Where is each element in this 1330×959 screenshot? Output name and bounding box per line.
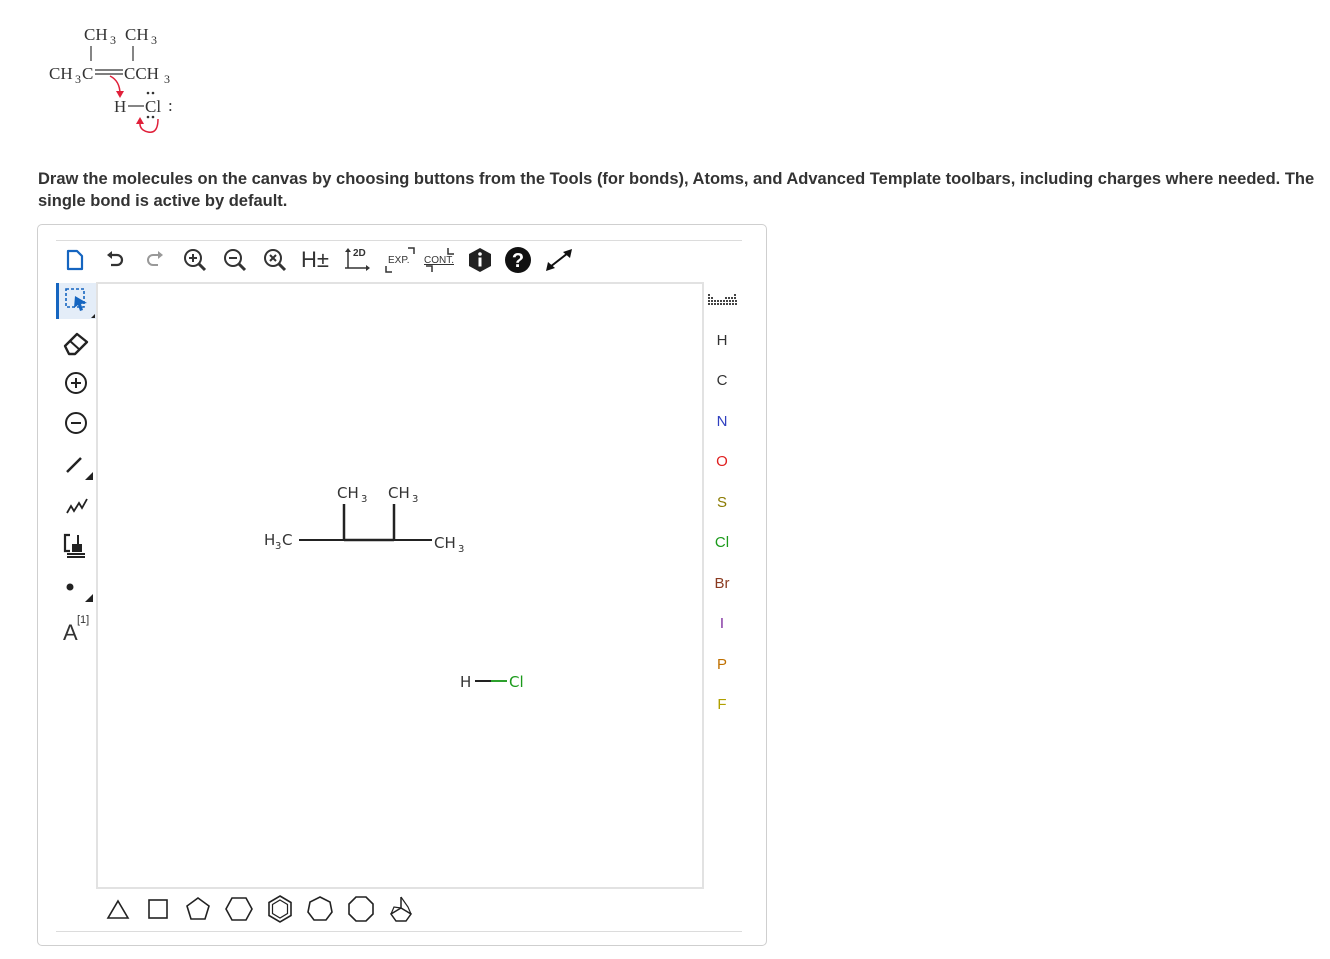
atom-i-button[interactable] — [702, 610, 742, 638]
atom-c-button[interactable] — [702, 367, 742, 395]
atom-symbol: I — [719, 615, 725, 632]
help-button[interactable] — [502, 244, 534, 276]
hcl-lone-pair: : — [168, 96, 173, 115]
molecule-dimethylbutene[interactable] — [264, 484, 464, 555]
atom-symbol: F — [717, 696, 727, 713]
negative-charge-tool[interactable] — [56, 405, 96, 441]
cycloheptane-icon — [305, 894, 335, 924]
eraser-tool[interactable] — [56, 325, 96, 361]
left-group-label: CH — [49, 64, 73, 83]
cyclooctane-template[interactable] — [343, 892, 379, 926]
new-document-icon — [63, 248, 87, 272]
radical-tool[interactable] — [56, 569, 96, 605]
methyl-left-h[interactable]: H — [264, 531, 276, 549]
alkene-c2-label: CCH — [124, 64, 159, 83]
clean-2d-button[interactable] — [341, 244, 373, 276]
bicyclic-template[interactable] — [383, 892, 419, 926]
atom-br-button[interactable] — [702, 570, 742, 598]
hcl-cl-label[interactable]: Cl — [509, 673, 524, 691]
expand-button[interactable] — [381, 244, 419, 276]
cyclopropane-template[interactable] — [100, 892, 136, 926]
bicyclic-icon — [386, 894, 416, 924]
methyl-top-left-label[interactable]: CH — [337, 484, 359, 502]
lone-pair-dot — [152, 92, 155, 95]
cyclopropane-icon — [105, 896, 131, 922]
bracket-icon — [59, 530, 93, 560]
help-icon — [504, 246, 532, 274]
reaction-image — [44, 18, 194, 143]
cyclopentane-template[interactable] — [180, 892, 216, 926]
methyl-left-c[interactable]: C — [282, 531, 293, 549]
svg-text:?: ? — [511, 250, 525, 272]
curved-arrow-2 — [140, 119, 158, 132]
atom-cl-button[interactable] — [702, 529, 742, 557]
atom-symbol: P — [716, 656, 727, 673]
info-icon — [467, 247, 493, 273]
contract-label: CONT. — [424, 255, 454, 266]
hcl-chlorine: Cl — [145, 97, 162, 116]
zoom-out-icon — [222, 247, 248, 273]
zoom-in-button[interactable] — [179, 244, 211, 276]
redo-icon — [143, 248, 167, 272]
subscript: 3 — [275, 541, 282, 552]
contract-button[interactable] — [421, 244, 459, 276]
zoom-in-icon — [182, 247, 208, 273]
atom-label-icon — [59, 612, 93, 645]
bracket-tool[interactable] — [56, 527, 96, 563]
positive-charge-icon — [63, 370, 89, 396]
radical-icon — [59, 572, 93, 602]
lone-pair-dot — [147, 116, 150, 119]
lone-pair-dot — [152, 116, 155, 119]
positive-charge-tool[interactable] — [56, 365, 96, 401]
cyclobutane-template[interactable] — [140, 892, 176, 926]
explicit-hydrogens-icon: H± — [301, 247, 329, 272]
atom-n-button[interactable] — [702, 408, 742, 436]
atom-symbol: S — [716, 494, 727, 511]
atom-symbol: Cl — [714, 534, 730, 551]
curved-arrow-2-head — [136, 117, 144, 124]
fullscreen-button[interactable] — [543, 244, 575, 276]
atom-label-sup: [1] — [77, 614, 90, 626]
negative-charge-icon — [63, 410, 89, 436]
methyl-top-right-label[interactable]: CH — [388, 484, 410, 502]
cyclobutane-icon — [145, 896, 171, 922]
atom-label-letter: A — [63, 620, 78, 645]
cyclohexane-template[interactable] — [221, 892, 257, 926]
lone-pair-dot — [147, 92, 150, 95]
canvas-drawing — [98, 284, 702, 887]
explicit-hydrogens-button[interactable] — [299, 244, 331, 276]
undo-icon — [103, 248, 127, 272]
atom-symbol: N — [716, 413, 728, 430]
single-bond-tool[interactable] — [56, 447, 96, 483]
zoom-reset-button[interactable] — [259, 244, 291, 276]
alkene-c1-label: C — [82, 64, 94, 83]
molecule-hcl[interactable] — [460, 673, 524, 691]
methyl-left-label: CH — [84, 25, 108, 44]
benzene-template[interactable] — [262, 892, 298, 926]
zoom-reset-icon — [262, 247, 288, 273]
cycloheptane-template[interactable] — [302, 892, 338, 926]
left-group-sub: 3 — [75, 72, 81, 86]
atom-p-button[interactable] — [702, 651, 742, 679]
methyl-right-label[interactable]: CH — [434, 534, 456, 552]
periodic-table-icon — [706, 290, 738, 310]
chain-tool[interactable] — [56, 487, 96, 523]
atom-symbol: C — [716, 372, 728, 389]
atom-o-button[interactable] — [702, 448, 742, 476]
single-bond-icon — [59, 450, 93, 480]
instructions-text: Draw the molecules on the canvas by choosing buttons from the Tools (for bonds), Atoms, and Advanced Template toolbars, including charges where needed. The single bond is active by default. — [38, 170, 1315, 210]
new-document-button[interactable] — [59, 244, 91, 276]
fullscreen-icon — [544, 247, 574, 273]
subscript: 3 — [361, 494, 368, 505]
subscript: 3 — [412, 494, 419, 505]
redo-button[interactable] — [139, 244, 171, 276]
methyl-right-label: CH — [125, 25, 149, 44]
atom-symbol: Br — [714, 575, 730, 592]
alkene-c2-sub: 3 — [164, 72, 170, 86]
hcl-hydrogen: H — [114, 97, 127, 116]
atom-symbol: O — [716, 453, 728, 470]
selection-tool[interactable] — [56, 283, 96, 319]
cyclooctane-icon — [346, 894, 376, 924]
atom-h-button[interactable] — [702, 327, 742, 355]
atom-f-button[interactable] — [702, 691, 742, 719]
chain-icon — [61, 493, 91, 517]
atom-s-button[interactable] — [702, 489, 742, 517]
zoom-out-button[interactable] — [219, 244, 251, 276]
selection-icon — [61, 284, 95, 318]
hcl-h-label[interactable]: H — [460, 673, 472, 691]
atom-label-tool[interactable] — [56, 609, 96, 645]
undo-button[interactable] — [99, 244, 131, 276]
expand-label: EXP. — [388, 255, 410, 266]
methyl-left-sub: 3 — [110, 33, 116, 47]
info-button[interactable] — [464, 244, 496, 276]
clean-2d-label: 2D — [353, 248, 366, 259]
methyl-right-sub: 3 — [151, 33, 157, 47]
benzene-icon — [265, 894, 295, 924]
periodic-table-button[interactable] — [706, 290, 738, 310]
cyclohexane-icon — [224, 895, 254, 923]
eraser-icon — [61, 330, 91, 356]
subscript: 3 — [458, 544, 465, 555]
cyclopentane-icon — [184, 895, 212, 923]
atom-symbol: H — [716, 332, 728, 349]
drawing-canvas[interactable] — [96, 282, 704, 889]
